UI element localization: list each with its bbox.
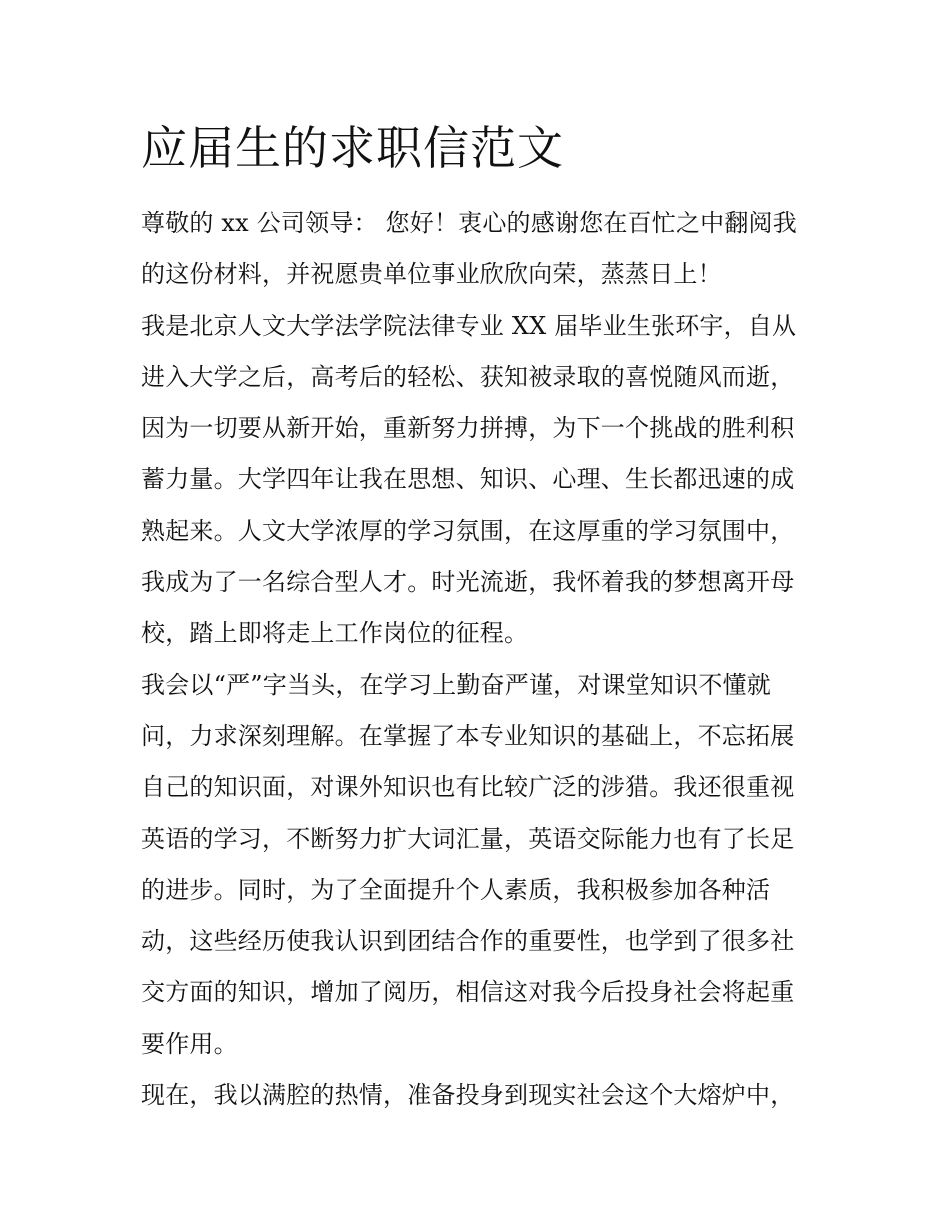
body-line: 进入大学之后，高考后的轻松、获知被录取的喜悦随风而逝， xyxy=(141,362,795,391)
body-line: 问，力求深刻理解。在掌握了本专业知识的基础上，不忘拓展 xyxy=(141,721,795,750)
body-line: 交方面的知识，增加了阅历，相信这对我今后投身社会将起重 xyxy=(141,978,795,1007)
body-line: 自己的知识面，对课外知识也有比较广泛的涉猎。我还很重视 xyxy=(141,773,795,802)
body-line: 要作用。 xyxy=(141,1029,238,1058)
body-line: 动，这些经历使我认识到团结合作的重要性，也学到了很多社 xyxy=(141,927,795,956)
body-line: 因为一切要从新开始，重新努力拼搏，为下一个挑战的胜利积 xyxy=(141,414,795,443)
body-line: 校，踏上即将走上工作岗位的征程。 xyxy=(141,619,529,648)
body-line: 我是北京人文大学法学院法律专业 XX 届毕业生张环宇，自从 xyxy=(141,311,797,340)
body-line: 熟起来。人文大学浓厚的学习氛围，在这厚重的学习氛围中， xyxy=(141,516,795,545)
body-line: 我会以“严”字当头，在学习上勤奋严谨，对课堂知识不懂就 xyxy=(141,670,771,699)
body-line: 现在，我以满腔的热情，准备投身到现实社会这个大熔炉中， xyxy=(141,1081,795,1110)
body-line: 英语的学习，不断努力扩大词汇量，英语交际能力也有了长足 xyxy=(141,824,795,853)
document-body xyxy=(141,198,841,1121)
body-line: 的这份材料，并祝愿贵单位事业欣欣向荣，蒸蒸日上！ xyxy=(141,260,722,289)
body-line: 尊敬的 xx 公司领导： 您好！衷心的感谢您在百忙之中翻阅我 xyxy=(141,209,797,237)
document-title: 应届生的求职信范文 xyxy=(141,121,564,175)
body-line: 的进步。同时，为了全面提升个人素质，我积极参加各种活 xyxy=(141,875,771,904)
body-line: 我成为了一名综合型人才。时光流逝，我怀着我的梦想离开母 xyxy=(141,568,795,597)
body-line: 蓄力量。大学四年让我在思想、知识、心理、生长都迅速的成 xyxy=(141,465,795,494)
